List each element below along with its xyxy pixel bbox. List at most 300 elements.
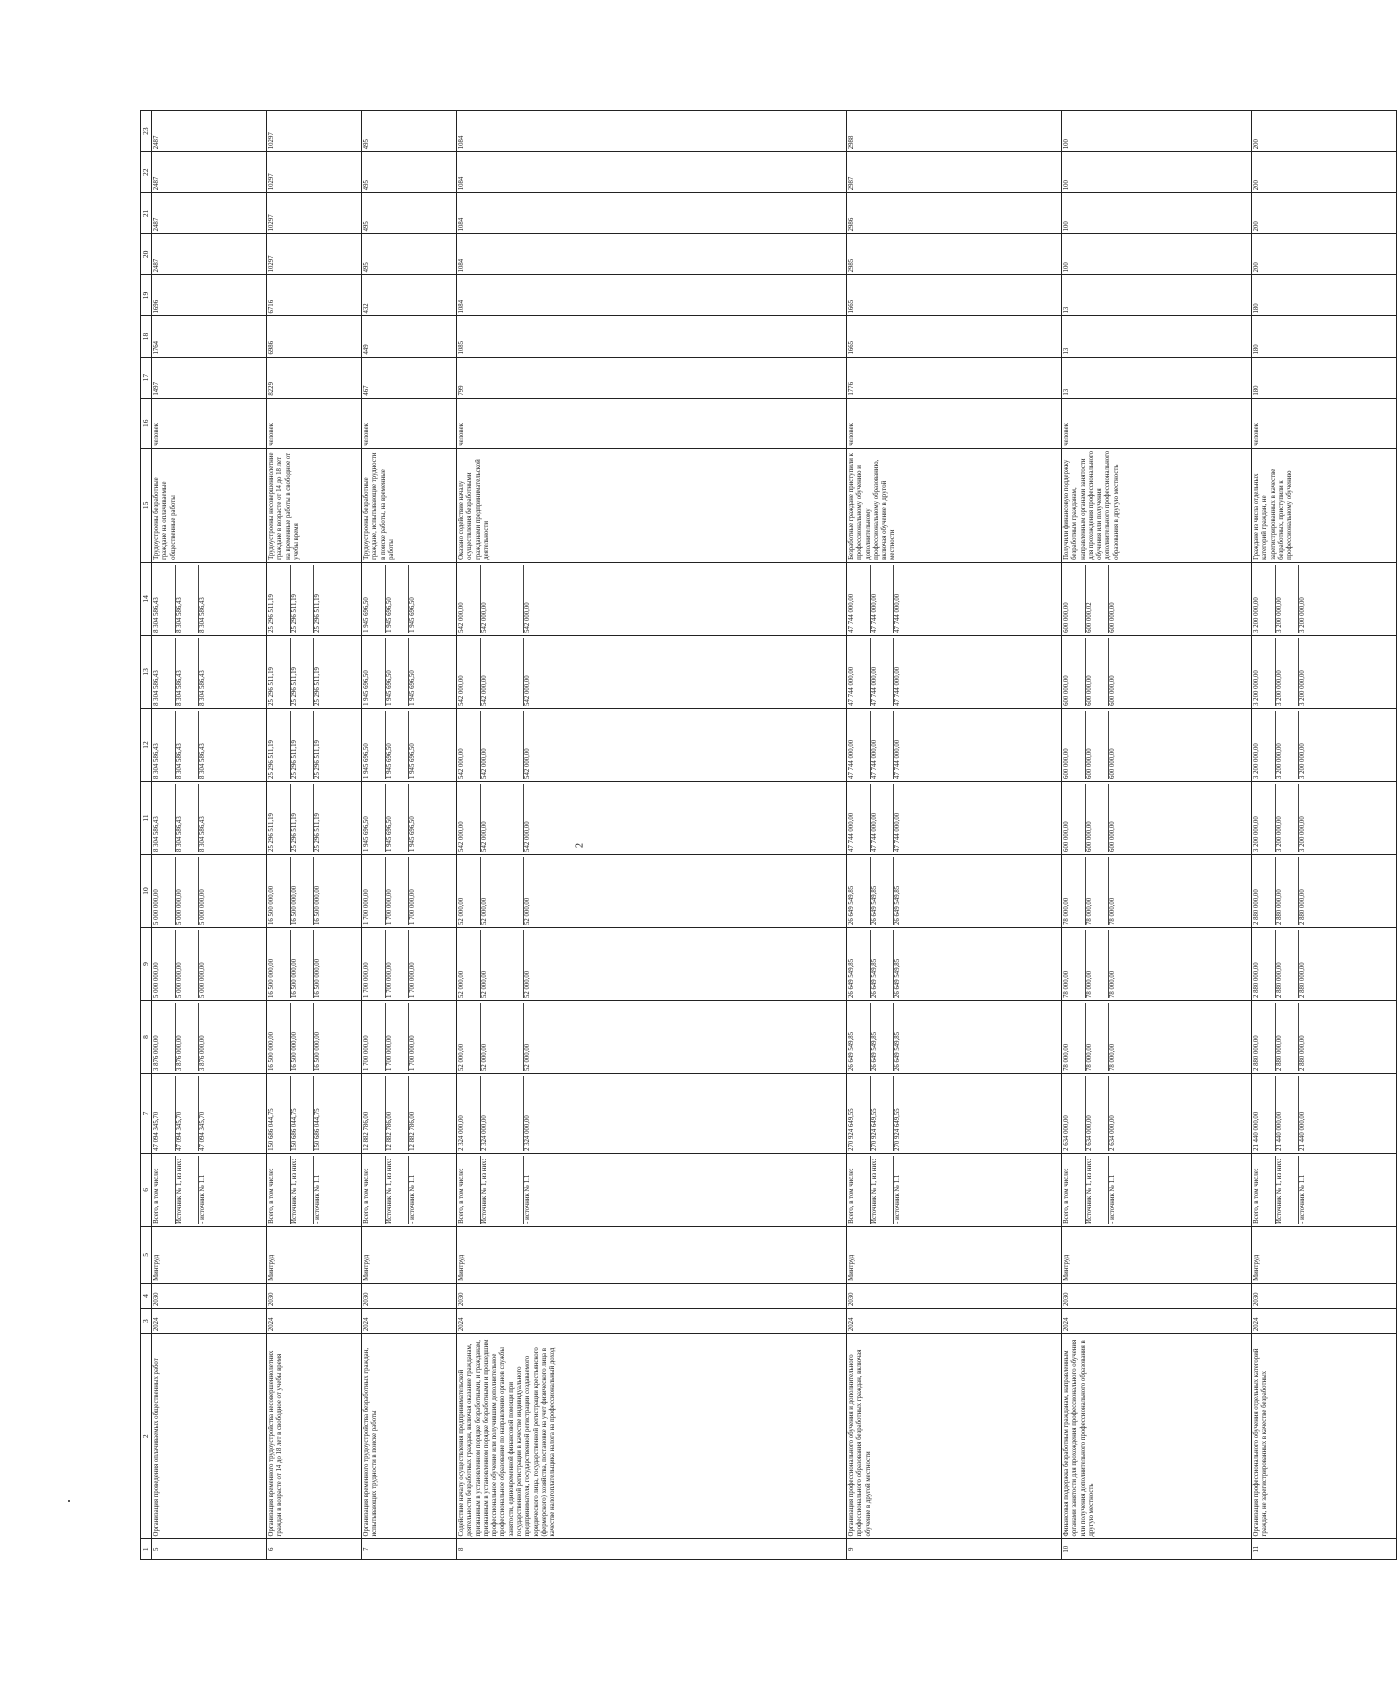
funding-source-line: - источник № 1.1 — [893, 1156, 916, 1224]
column-number-23: 23 — [141, 111, 152, 152]
funding-source-line: Источник № 1, из них: — [290, 1156, 313, 1224]
amount-value: 600 000,00 — [1108, 784, 1131, 852]
amount-column-11 — [1062, 781, 1252, 854]
amount-value: 150 686 044,75 — [268, 1108, 275, 1151]
start-year: 2024 — [1062, 1309, 1252, 1334]
activity-name: Финансовая поддержка безработным гражданам, направленным органами занятости для прохождения профессионального обучения или получения дополнительного профессионального образования в другую местность — [1062, 1334, 1252, 1539]
indicator-value-17: 799 — [457, 357, 847, 398]
amount-value: 25 296 511,19 — [268, 813, 275, 852]
indicator-value-21: 10297 — [267, 193, 362, 234]
amount-column-12 — [1062, 708, 1252, 781]
amount-value: 270 924 649,55 — [848, 1108, 855, 1151]
amount-column-13 — [152, 635, 267, 708]
amount-value: 5 000 000,00 — [175, 857, 198, 925]
amount-value: 25 296 511,19 — [268, 740, 275, 779]
funding-source — [152, 1153, 267, 1226]
amount-column-11 — [267, 781, 362, 854]
funding-source-line: Всего, в том числе: — [458, 1168, 465, 1224]
amount-value: 8 304 586,43 — [198, 784, 221, 852]
funding-source-line: Всего, в том числе: — [1063, 1168, 1070, 1224]
indicator-value-23: 200 — [1252, 111, 1397, 152]
funding-source-line: - источник № 1.1 — [1298, 1156, 1321, 1224]
amount-value: 12 882 786,00 — [408, 1076, 431, 1151]
funding-source — [457, 1153, 847, 1226]
amount-value: 25 296 511,19 — [290, 638, 313, 706]
amount-column-14 — [457, 562, 847, 635]
amount-column-10 — [152, 854, 267, 927]
amount-value: 600 000,00 — [1108, 565, 1131, 633]
amount-value: 1 700 000,00 — [385, 930, 408, 998]
amount-value: 47 744 000,00 — [848, 812, 855, 852]
column-number-14: 14 — [141, 562, 152, 635]
amount-value: 21 440 000,00 — [1253, 1111, 1260, 1151]
amount-value: 52 000,00 — [523, 857, 546, 925]
funding-source-line: Источник № 1, из них: — [1085, 1156, 1108, 1224]
funding-source-line: Всего, в том числе: — [153, 1168, 160, 1224]
amount-value: 1 945 696,50 — [385, 711, 408, 779]
amount-value: 2 880 000,00 — [1253, 962, 1260, 998]
column-number-9: 9 — [141, 927, 152, 1000]
amount-value: 78 000,00 — [1108, 1003, 1131, 1071]
amount-value: 1 700 000,00 — [408, 1003, 431, 1071]
amount-value: 26 649 549,85 — [848, 958, 855, 998]
column-number-22: 22 — [141, 152, 152, 193]
amount-value: 16 500 000,00 — [313, 857, 336, 925]
column-number-20: 20 — [141, 234, 152, 275]
amount-value: 2 880 000,00 — [1298, 857, 1321, 925]
amount-value: 2 324 000,00 — [458, 1115, 465, 1151]
indicator-value-22: 2487 — [152, 152, 267, 193]
amount-column-11 — [362, 781, 457, 854]
amount-value: 600 000,00 — [1063, 748, 1070, 779]
amount-column-14 — [1252, 562, 1397, 635]
amount-value: 542 000,00 — [458, 748, 465, 779]
indicator-value-22: 200 — [1252, 152, 1397, 193]
amount-value: 25 296 511,19 — [313, 638, 336, 706]
amount-value: 16 500 000,00 — [290, 930, 313, 998]
result-indicator: Оказано содействие началу осуществления безработными гражданами предпринимательской деятельности — [457, 448, 847, 562]
column-number-6: 6 — [141, 1153, 152, 1226]
rotated-table-wrapper — [140, 110, 1306, 1560]
amount-value: 270 924 649,55 — [870, 1076, 893, 1151]
amount-value: 16 500 000,00 — [290, 1003, 313, 1071]
amount-value: 2 634 000,00 — [1063, 1115, 1070, 1151]
funding-source — [1252, 1153, 1397, 1226]
table-body — [141, 111, 1397, 1560]
amount-value: 542 000,00 — [523, 784, 546, 852]
amount-value: 8 304 586,43 — [198, 638, 221, 706]
rotated-sheet — [140, 110, 1306, 1560]
start-year: 2024 — [152, 1309, 267, 1334]
result-indicator: Граждане из числа отдельных категорий граждан, не зарегистрированных в качестве безработных, приступили к профессиональному обучению — [1252, 448, 1397, 562]
indicator-value-18: 6986 — [267, 316, 362, 357]
amount-value: 47 744 000,00 — [870, 638, 893, 706]
start-year: 2024 — [267, 1309, 362, 1334]
indicator-value-23: 1084 — [457, 111, 847, 152]
indicator-value-18: 1085 — [457, 316, 847, 357]
amount-value: 52 000,00 — [458, 897, 465, 925]
amount-column-12 — [362, 708, 457, 781]
result-indicator: Трудоустроены безработные граждане на оплачиваемые общественные работы — [152, 448, 267, 562]
indicator-value-20: 495 — [362, 234, 457, 275]
funding-source-line: Источник № 1, из них: — [175, 1156, 198, 1224]
amount-column-7 — [457, 1074, 847, 1154]
amount-column-7 — [1252, 1074, 1397, 1154]
amount-column-8 — [267, 1000, 362, 1073]
amount-column-12 — [847, 708, 1062, 781]
result-indicator: Получили финансовую поддержку безработным гражданам, направленным органами занятости для прохождения профессионального обучения или получения дополнительного профессионального образования в другую местность — [1062, 448, 1252, 562]
amount-value: 3 200 000,00 — [1253, 816, 1260, 852]
amount-value: 52 000,00 — [523, 930, 546, 998]
column-number-16: 16 — [141, 398, 152, 448]
indicator-value-19: 1696 — [152, 275, 267, 316]
start-year: 2024 — [457, 1309, 847, 1334]
amount-value: 1 700 000,00 — [363, 889, 370, 925]
amount-value: 600 000,00 — [1108, 638, 1131, 706]
amount-value: 2 880 000,00 — [1275, 930, 1298, 998]
amount-value: 8 304 586,43 — [198, 565, 221, 633]
amount-column-10 — [1252, 854, 1397, 927]
indicator-value-18: 1665 — [847, 316, 1062, 357]
row-number: 9 — [847, 1539, 1062, 1560]
amount-value: 3 200 000,00 — [1275, 638, 1298, 706]
amount-value: 2 880 000,00 — [1298, 930, 1321, 998]
amount-value: 25 296 511,19 — [268, 594, 275, 633]
amount-value: 2 634 000,00 — [1085, 1076, 1108, 1151]
start-year: 2024 — [362, 1309, 457, 1334]
amount-value: 47 744 000,00 — [848, 739, 855, 779]
indicator-value-19: 6716 — [267, 275, 362, 316]
amount-value: 600 000,00 — [1085, 711, 1108, 779]
amount-value: 542 000,00 — [480, 711, 523, 779]
indicator-value-19: 13 — [1062, 275, 1252, 316]
result-indicator: Трудоустроены безработные граждане, испытывающие трудности в поиске работы, на временные работы — [362, 448, 457, 562]
amount-value: 270 924 649,55 — [893, 1076, 916, 1151]
amount-value: 2 324 000,00 — [523, 1076, 546, 1151]
funding-source — [362, 1153, 457, 1226]
amount-value: 1 945 696,50 — [363, 816, 370, 852]
indicator-value-17: 467 — [362, 357, 457, 398]
amount-column-13 — [1062, 635, 1252, 708]
amount-value: 600 000,02 — [1085, 565, 1108, 633]
column-number-17: 17 — [141, 357, 152, 398]
amount-value: 16 500 000,00 — [290, 857, 313, 925]
amount-value: 1 700 000,00 — [408, 857, 431, 925]
column-number-row — [141, 111, 152, 1560]
end-year: 2030 — [152, 1283, 267, 1308]
column-number-10: 10 — [141, 854, 152, 927]
column-number-11: 11 — [141, 781, 152, 854]
amount-value: 8 304 586,43 — [153, 743, 160, 779]
indicator-value-23: 2988 — [847, 111, 1062, 152]
amount-value: 5 000 000,00 — [175, 930, 198, 998]
amount-column-11 — [847, 781, 1062, 854]
amount-column-13 — [847, 635, 1062, 708]
indicator-value-22: 100 — [1062, 152, 1252, 193]
amount-value: 47 744 000,00 — [870, 784, 893, 852]
amount-value: 78 000,00 — [1085, 857, 1108, 925]
amount-column-9 — [1062, 927, 1252, 1000]
funding-source-line: - источник № 1.1 — [523, 1156, 546, 1224]
amount-column-7 — [152, 1074, 267, 1154]
amount-value: 542 000,00 — [458, 821, 465, 852]
amount-column-13 — [457, 635, 847, 708]
amount-value: 542 000,00 — [523, 711, 546, 779]
amount-value: 52 000,00 — [458, 970, 465, 998]
amount-column-13 — [267, 635, 362, 708]
amount-value: 52 000,00 — [480, 1003, 523, 1071]
amount-value: 3 200 000,00 — [1298, 784, 1321, 852]
amount-value: 52 000,00 — [480, 930, 523, 998]
table-row — [847, 111, 1062, 1560]
activity-name: Организация профессионального обучения отдельных категорий граждан, не зарегистрированных в качестве безработных — [1252, 1334, 1397, 1539]
amount-value: 600 000,00 — [1085, 638, 1108, 706]
amount-value: 25 296 511,19 — [290, 784, 313, 852]
amount-column-9 — [847, 927, 1062, 1000]
indicator-value-19: 180 — [1252, 275, 1397, 316]
end-year: 2030 — [847, 1283, 1062, 1308]
column-number-3: 3 — [141, 1309, 152, 1334]
unit-of-measure: человек — [847, 398, 1062, 448]
amount-value: 600 000,00 — [1108, 711, 1131, 779]
amount-value: 1 945 696,50 — [363, 670, 370, 706]
amount-value: 1 945 696,50 — [408, 711, 431, 779]
amount-value: 26 649 549,85 — [870, 930, 893, 998]
amount-value: 26 649 549,85 — [870, 1003, 893, 1071]
row-number: 8 — [457, 1539, 847, 1560]
amount-value: 542 000,00 — [523, 638, 546, 706]
amount-value: 16 500 000,00 — [313, 930, 336, 998]
indicator-value-23: 10297 — [267, 111, 362, 152]
amount-column-14 — [847, 562, 1062, 635]
amount-value: 25 296 511,19 — [313, 784, 336, 852]
amount-value: 47 744 000,00 — [893, 565, 916, 633]
indicator-value-23: 100 — [1062, 111, 1252, 152]
amount-value: 47 744 000,00 — [893, 638, 916, 706]
end-year: 2030 — [267, 1283, 362, 1308]
amount-value: 25 296 511,19 — [290, 565, 313, 633]
indicator-value-21: 100 — [1062, 193, 1252, 234]
amount-value: 1 945 696,50 — [385, 638, 408, 706]
indicator-value-23: 2487 — [152, 111, 267, 152]
amount-value: 26 649 549,85 — [848, 1031, 855, 1071]
column-number-12: 12 — [141, 708, 152, 781]
amount-value: 78 000,00 — [1063, 970, 1070, 998]
executor: Минтруд — [457, 1226, 847, 1283]
amount-value: 3 200 000,00 — [1275, 565, 1298, 633]
amount-value: 1 700 000,00 — [363, 962, 370, 998]
amount-column-14 — [362, 562, 457, 635]
indicator-value-18: 1764 — [152, 316, 267, 357]
amount-value: 2 880 000,00 — [1275, 857, 1298, 925]
amount-value: 600 000,00 — [1085, 784, 1108, 852]
funding-source — [1062, 1153, 1252, 1226]
amount-value: 26 649 549,85 — [848, 885, 855, 925]
amount-value: 5 000 000,00 — [198, 857, 221, 925]
amount-column-9 — [267, 927, 362, 1000]
amount-value: 542 000,00 — [480, 565, 523, 633]
amount-column-8 — [152, 1000, 267, 1073]
amount-value: 3 200 000,00 — [1253, 743, 1260, 779]
amount-value: 1 700 000,00 — [363, 1035, 370, 1071]
amount-column-9 — [152, 927, 267, 1000]
amount-column-9 — [1252, 927, 1397, 1000]
amount-column-7 — [847, 1074, 1062, 1154]
indicator-value-21: 1084 — [457, 193, 847, 234]
amount-value: 3 200 000,00 — [1298, 711, 1321, 779]
amount-value: 78 000,00 — [1108, 857, 1131, 925]
amount-value: 21 440 000,00 — [1298, 1076, 1321, 1151]
amount-value: 47 094 345,70 — [198, 1076, 221, 1151]
amount-column-9 — [362, 927, 457, 1000]
result-indicator: Трудоустроены несовершеннолетние граждане в возрасте от 14 до 18 лет на временные работы в свободное от учебы время — [267, 448, 362, 562]
amount-value: 3 200 000,00 — [1275, 711, 1298, 779]
indicator-value-21: 495 — [362, 193, 457, 234]
amount-value: 26 649 549,85 — [893, 930, 916, 998]
row-number: 10 — [1062, 1539, 1252, 1560]
amount-value: 1 945 696,50 — [408, 784, 431, 852]
amount-value: 542 000,00 — [523, 565, 546, 633]
end-year: 2030 — [1062, 1283, 1252, 1308]
indicator-value-17: 180 — [1252, 357, 1397, 398]
amount-column-10 — [1062, 854, 1252, 927]
indicator-value-22: 495 — [362, 152, 457, 193]
amount-value: 78 000,00 — [1085, 1003, 1108, 1071]
table-row — [1062, 111, 1252, 1560]
amount-value: 21 440 000,00 — [1275, 1076, 1298, 1151]
column-number-7: 7 — [141, 1074, 152, 1154]
amount-column-8 — [457, 1000, 847, 1073]
amount-value: 3 200 000,00 — [1298, 638, 1321, 706]
amount-column-14 — [152, 562, 267, 635]
column-number-4: 4 — [141, 1283, 152, 1308]
amount-value: 2 880 000,00 — [1253, 889, 1260, 925]
indicator-value-20: 2985 — [847, 234, 1062, 275]
indicator-value-20: 2487 — [152, 234, 267, 275]
unit-of-measure: человек — [152, 398, 267, 448]
unit-of-measure: человек — [267, 398, 362, 448]
amount-value: 3 200 000,00 — [1298, 565, 1321, 633]
funding-source-line: Источник № 1, из них: — [870, 1156, 893, 1224]
amount-value: 78 000,00 — [1063, 1043, 1070, 1071]
start-year: 2024 — [847, 1309, 1062, 1334]
amount-value: 25 296 511,19 — [313, 565, 336, 633]
indicator-value-17: 1497 — [152, 357, 267, 398]
funding-source-line: - источник № 1.1 — [408, 1156, 431, 1224]
end-year: 2030 — [362, 1283, 457, 1308]
scan-speck — [68, 1500, 70, 1502]
amount-value: 12 882 786,00 — [385, 1076, 408, 1151]
indicator-value-21: 200 — [1252, 193, 1397, 234]
funding-source-line: Всего, в том числе: — [363, 1168, 370, 1224]
amount-column-10 — [457, 854, 847, 927]
funding-source — [847, 1153, 1062, 1226]
amount-value: 8 304 586,43 — [175, 638, 198, 706]
amount-value: 47 744 000,00 — [848, 593, 855, 633]
amount-value: 47 744 000,00 — [893, 711, 916, 779]
indicator-value-20: 1084 — [457, 234, 847, 275]
indicator-value-17: 1776 — [847, 357, 1062, 398]
activity-name: Организация проведения оплачиваемых общественных работ — [152, 1334, 267, 1539]
amount-value: 47 094 345,70 — [175, 1076, 198, 1151]
table-row — [362, 111, 457, 1560]
amount-value: 5 000 000,00 — [198, 930, 221, 998]
amount-value: 26 649 549,85 — [893, 857, 916, 925]
amount-value: 2 880 000,00 — [1275, 1003, 1298, 1071]
executor: Минтруд — [847, 1226, 1062, 1283]
indicator-value-21: 2487 — [152, 193, 267, 234]
amount-value: 8 304 586,43 — [175, 711, 198, 779]
funding-source-line: Всего, в том числе: — [268, 1168, 275, 1224]
end-year: 2030 — [457, 1283, 847, 1308]
amount-value: 26 649 549,85 — [893, 1003, 916, 1071]
activity-name: Организация временного трудоустройства безработных граждан, испытывающих трудности в поиске работы — [362, 1334, 457, 1539]
amount-value: 47 744 000,00 — [870, 565, 893, 633]
amount-column-14 — [267, 562, 362, 635]
indicator-value-19: 432 — [362, 275, 457, 316]
amount-value: 8 304 586,43 — [153, 670, 160, 706]
activity-name: Содействие началу осуществления предпринимательской деятельности безработных граждан, включая оказание гражданам, признанным в установленном порядке безработными, и гражданам, признанным в установленном порядке безработными и прошедшим профессиональное обучение или получившим дополнительное профессиональное образование по направлению органов службы занятости, единовременной финансовой помощи при государственной регистрации в качестве индивидуального предпринимателя, государственной регистрации создаваемого юридического лица, государственной регистрации крестьянского (фермерского) хозяйства, постановке на учет физического лица в качестве налогоплательщика налога на профессиональный доход — [457, 1334, 847, 1539]
amount-value: 8 304 586,43 — [175, 784, 198, 852]
amount-column-9 — [457, 927, 847, 1000]
unit-of-measure: человек — [362, 398, 457, 448]
activity-plan-table — [140, 110, 1397, 1560]
indicator-value-18: 13 — [1062, 316, 1252, 357]
indicator-value-19: 1665 — [847, 275, 1062, 316]
funding-source-line: Источник № 1, из них: — [385, 1156, 408, 1224]
amount-value: 52 000,00 — [523, 1003, 546, 1071]
funding-source-line: Источник № 1, из них: — [480, 1156, 523, 1224]
column-number-19: 19 — [141, 275, 152, 316]
indicator-value-17: 13 — [1062, 357, 1252, 398]
funding-source-line: - источник № 1.1 — [313, 1156, 336, 1224]
amount-value: 78 000,00 — [1108, 930, 1131, 998]
amount-value: 1 945 696,50 — [408, 638, 431, 706]
indicator-value-20: 100 — [1062, 234, 1252, 275]
indicator-value-22: 1084 — [457, 152, 847, 193]
amount-value: 8 304 586,43 — [198, 711, 221, 779]
funding-source-line: Источник № 1, из них: — [1275, 1156, 1298, 1224]
amount-value: 78 000,00 — [1085, 930, 1108, 998]
funding-source-line: - источник № 1.1 — [1108, 1156, 1131, 1224]
executor: Минтруд — [267, 1226, 362, 1283]
amount-value: 1 700 000,00 — [385, 1003, 408, 1071]
amount-value: 26 649 549,85 — [870, 857, 893, 925]
amount-value: 52 000,00 — [458, 1043, 465, 1071]
amount-value: 5 000 000,00 — [153, 962, 160, 998]
table-row — [457, 111, 847, 1560]
activity-name: Организация временного трудоустройства несовершеннолетних граждан в возрасте от 14 до 18 лет в свободное от учебы время — [267, 1334, 362, 1539]
amount-value: 5 000 000,00 — [153, 889, 160, 925]
amount-value: 47 744 000,00 — [848, 666, 855, 706]
amount-column-12 — [267, 708, 362, 781]
amount-value: 3 876 000,00 — [175, 1003, 198, 1071]
amount-value: 3 876 000,00 — [153, 1035, 160, 1071]
amount-value: 150 686 044,75 — [313, 1076, 336, 1151]
funding-source — [267, 1153, 362, 1226]
amount-value: 542 000,00 — [458, 675, 465, 706]
unit-of-measure: человек — [457, 398, 847, 448]
amount-column-12 — [152, 708, 267, 781]
amount-column-10 — [362, 854, 457, 927]
amount-value: 47 094 345,70 — [153, 1111, 160, 1151]
amount-value: 16 500 000,00 — [313, 1003, 336, 1071]
amount-value: 600 000,00 — [1063, 675, 1070, 706]
amount-value: 600 000,00 — [1063, 821, 1070, 852]
column-number-5: 5 — [141, 1226, 152, 1283]
amount-value: 1 700 000,00 — [408, 930, 431, 998]
amount-value: 78 000,00 — [1063, 897, 1070, 925]
